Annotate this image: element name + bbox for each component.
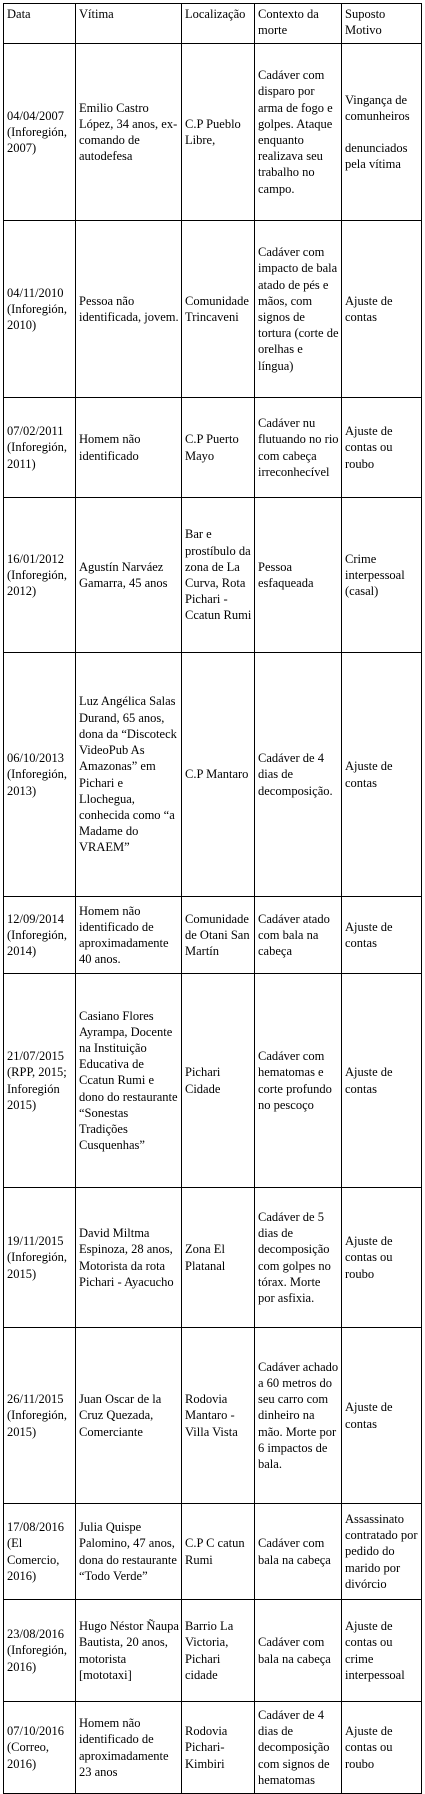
motivo-text: Vingança de comunheiros	[345, 92, 410, 123]
cell-contexto: Cadáver com disparo por arma de fogo e golpes. Ataque enquanto realizava seu trabalho no campo.	[255, 44, 342, 221]
header-contexto: Contexto da morte	[255, 4, 342, 44]
cell-localizacao: Rodovia Pichari-Kimbiri	[182, 1702, 255, 1794]
cell-localizacao: Barrio La Victoria, Pichari cidade	[182, 1600, 255, 1702]
cell-vitima: Casiano Flores Ayrampa, Docente na Instituição Educativa de Ccatun Rumi e dono do restaurante “Sonestas Tradições Cusquenhas”	[76, 974, 182, 1188]
cell-vitima: David Miltma Espinoza, 28 anos, Motorista da rota Pichari - Ayacucho	[76, 1188, 182, 1328]
header-motivo: Suposto Motivo	[342, 4, 422, 44]
header-localizacao: Localização	[182, 4, 255, 44]
table-row	[4, 44, 422, 221]
table-row	[4, 1328, 422, 1504]
cell-data: 06/10/2013 (Inforegión, 2013)	[4, 653, 76, 897]
cell-motivo: Ajuste de contas	[342, 221, 422, 398]
header-row	[4, 4, 422, 44]
cell-contexto: Cadáver nu flutuando no rio com cabeça irreconhecível	[255, 398, 342, 498]
cell-data: 04/04/2007 (Inforegión, 2007)	[4, 44, 76, 221]
cell-motivo: Ajuste de contas	[342, 653, 422, 897]
cell-vitima: Julia Quispe Palomino, 47 anos, dona do restaurante “Todo Verde”	[76, 1504, 182, 1600]
cell-contexto: Cadáver atado com bala na cabeça	[255, 897, 342, 974]
cell-vitima: Emilio Castro López, 34 anos, ex-comando de autodefesa	[76, 44, 182, 221]
cell-data: 12/09/2014 (Inforegión, 2014)	[4, 897, 76, 974]
cell-data: 07/10/2016 (Correo, 2016)	[4, 1702, 76, 1794]
table-row	[4, 1600, 422, 1702]
cell-motivo: Assassinato contratado por pedido do marido por divórcio	[342, 1504, 422, 1600]
cell-contexto: Cadáver com impacto de bala atado de pés e mãos, com signos de tortura (corte de orelhas e língua)	[255, 221, 342, 398]
deaths-table	[3, 3, 422, 1794]
cell-motivo: Ajuste de contas	[342, 974, 422, 1188]
cell-motivo: Ajuste de contas ou roubo	[342, 1188, 422, 1328]
cell-contexto: Cadáver com bala na cabeça	[255, 1504, 342, 1600]
cell-contexto: Cadáver com hematomas e corte profundo no pescoço	[255, 974, 342, 1188]
header-vitima: Vítima	[76, 4, 182, 44]
motivo-extra-text: denunciados pela vítima	[345, 141, 408, 172]
cell-motivo: Ajuste de contas ou roubo	[342, 1702, 422, 1794]
header-data: Data	[4, 4, 76, 44]
cell-vitima: Luz Angélica Salas Durand, 65 anos, dona da “Discoteck VideoPub As Amazonas” em Pichari e Llochegua, conhecida como “a Madame do VRAEM”	[76, 653, 182, 897]
cell-localizacao: Comunidade de Otani San Martín	[182, 897, 255, 974]
table-row	[4, 897, 422, 974]
cell-motivo: Ajuste de contas	[342, 1328, 422, 1504]
cell-contexto: Pessoa esfaqueada	[255, 498, 342, 653]
cell-data: 16/01/2012 (Inforegión, 2012)	[4, 498, 76, 653]
table-row	[4, 498, 422, 653]
cell-motivo: Ajuste de contas	[342, 897, 422, 974]
cell-contexto: Cadáver de 4 dias de decomposição com signos de hematomas	[255, 1702, 342, 1794]
cell-data: 07/02/2011 (Inforegión, 2011)	[4, 398, 76, 498]
cell-localizacao: C.P C catun Rumi	[182, 1504, 255, 1600]
table-row	[4, 653, 422, 897]
cell-vitima: Pessoa não identificada, jovem.	[76, 221, 182, 398]
cell-motivo: Ajuste de contas ou roubo	[342, 398, 422, 498]
cell-motivo: Ajuste de contas ou crime interpessoal	[342, 1600, 422, 1702]
cell-data: 21/07/2015 (RPP, 2015; Inforegión 2015)	[4, 974, 76, 1188]
cell-vitima: Homem não identificado de aproximadamente 23 anos	[76, 1702, 182, 1794]
table-row	[4, 1702, 422, 1794]
cell-data: 19/11/2015 (Inforegión, 2015)	[4, 1188, 76, 1328]
cell-localizacao: Bar e prostíbulo da zona de La Curva, Rota Pichari - Ccatun Rumi	[182, 498, 255, 653]
table-row	[4, 398, 422, 498]
cell-vitima: Homem não identificado de aproximadamente 40 anos.	[76, 897, 182, 974]
cell-vitima: Juan Oscar de la Cruz Quezada, Comerciante	[76, 1328, 182, 1504]
cell-localizacao: C.P Mantaro	[182, 653, 255, 897]
table-row	[4, 221, 422, 398]
cell-localizacao: Comunidade Trincaveni	[182, 221, 255, 398]
cell-localizacao: Rodovia Mantaro - Villa Vista	[182, 1328, 255, 1504]
cell-localizacao: C.P Pueblo Libre,	[182, 44, 255, 221]
cell-contexto: Cadáver achado a 60 metros do seu carro com dinheiro na mão. Morte por 6 impactos de bala.	[255, 1328, 342, 1504]
cell-data: 17/08/2016 (El Comercio, 2016)	[4, 1504, 76, 1600]
table-row	[4, 974, 422, 1188]
cell-localizacao: Zona El Platanal	[182, 1188, 255, 1328]
cell-data: 04/11/2010 (Inforegión, 2010)	[4, 221, 76, 398]
cell-motivo: Crime interpessoal (casal)	[342, 498, 422, 653]
cell-vitima: Agustín Narváez Gamarra, 45 anos	[76, 498, 182, 653]
cell-motivo	[342, 44, 422, 221]
cell-vitima: Hugo Néstor Ñaupa Bautista, 20 anos, motorista [mototaxi]	[76, 1600, 182, 1702]
cell-localizacao: Pichari Cidade	[182, 974, 255, 1188]
table-row	[4, 1188, 422, 1328]
cell-contexto: Cadáver com bala na cabeça	[255, 1600, 342, 1702]
cell-data: 26/11/2015 (Inforegión, 2015)	[4, 1328, 76, 1504]
cell-contexto: Cadáver de 4 dias de decomposição.	[255, 653, 342, 897]
cell-vitima: Homem não identificado	[76, 398, 182, 498]
table-body	[4, 4, 422, 1794]
table-row	[4, 1504, 422, 1600]
cell-data: 23/08/2016 (Inforegión, 2016)	[4, 1600, 76, 1702]
cell-contexto: Cadáver de 5 dias de decomposição com golpes no tórax. Morte por asfixia.	[255, 1188, 342, 1328]
cell-localizacao: C.P Puerto Mayo	[182, 398, 255, 498]
